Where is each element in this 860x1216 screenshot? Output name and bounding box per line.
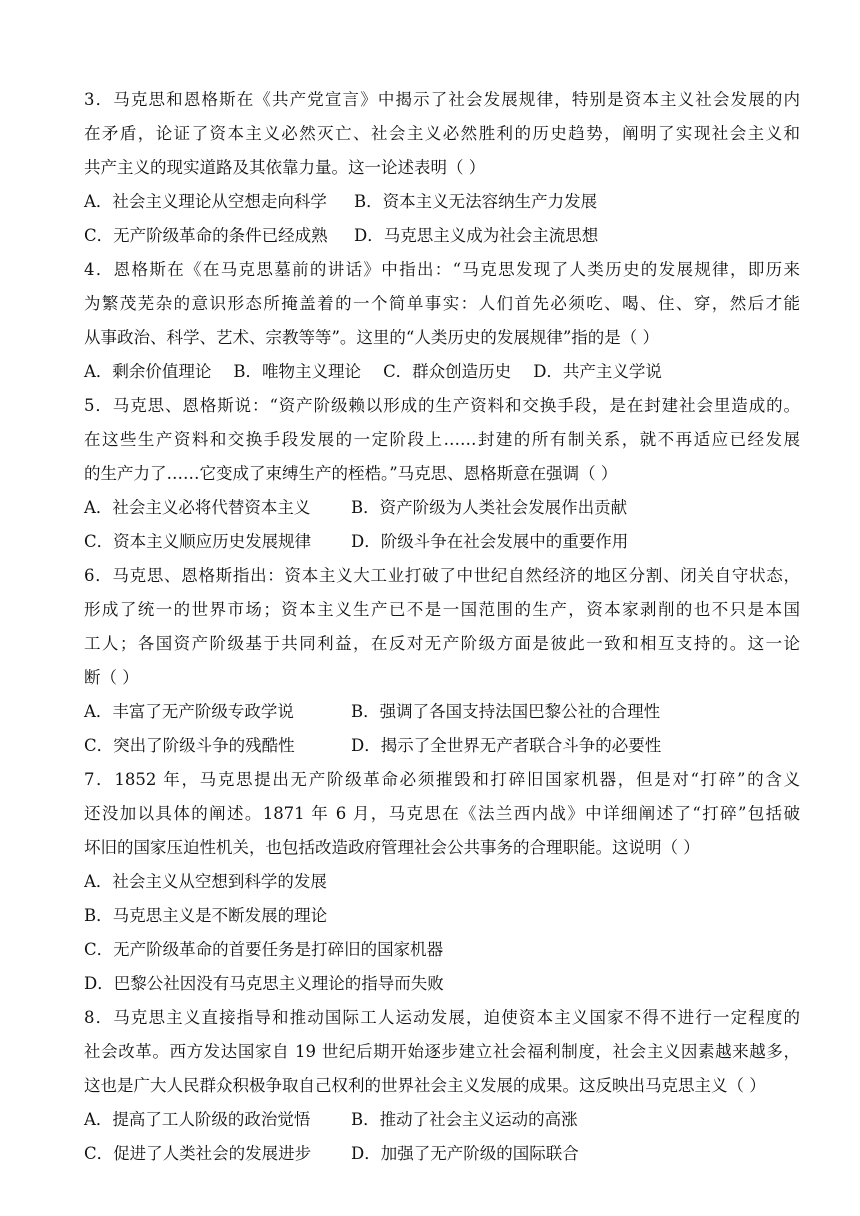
question-stem-line: 3．马克思和恩格斯在《共产党宣言》中揭示了社会发展规律，特别是资本主义社会发展的内 [84,90,800,109]
option-c[interactable]: C．群众创造历史 [383,362,512,381]
question-stem-line: 8．马克思主义直接指导和推动国际工人运动发展，迫使资本主义国家不得不进行一定程度的 [84,1008,800,1027]
options-row [84,185,800,219]
question-6 [84,559,800,763]
option-a[interactable]: A．剩余价值理论 [84,362,212,381]
options-row [84,491,800,525]
option-b[interactable]: B．唯物主义理论 [233,362,362,381]
option-b[interactable]: B．马克思主义是不断发展的理论 [84,906,328,925]
option-d[interactable]: D．阶级斗争在社会发展中的重要作用 [351,532,629,551]
question-stem-line: 的生产力了……它变成了束缚生产的桎梏。”马克思、恩格斯意在强调（ ） [84,464,618,483]
question-4 [84,253,800,389]
option-d[interactable]: D．揭示了全世界无产者联合斗争的必要性 [351,736,662,755]
option-c[interactable]: C．突出了阶级斗争的残酷性 [84,736,295,755]
question-stem-line: 4．恩格斯在《在马克思墓前的讲话》中指出：“马克思发现了人类历史的发展规律，即历来 [84,260,800,279]
question-7 [84,763,800,1001]
option-a[interactable]: A．社会主义从空想到科学的发展 [84,872,327,891]
question-stem-line: 社会改革。西方发达国家自 19 世纪后期开始逐步建立社会福利制度，社会主义因素越来越多， [84,1042,800,1061]
option-c[interactable]: C．无产阶级革命的首要任务是打碎旧的国家机器 [84,940,444,959]
question-stem-line: 为繁茂芜杂的意识形态所掩盖着的一个简单事实：人们首先必须吃、喝、住、穿，然后才能 [84,294,800,313]
option-a[interactable]: A．丰富了无产阶级专政学说 [84,702,294,721]
options-row [84,1137,800,1171]
question-stem-line: 工人；各国资产阶级基于共同利益，在反对无产阶级方面是彼此一致和相互支持的。这一论 [84,634,800,653]
question-5 [84,389,800,559]
question-stem-line: 5．马克思、恩格斯说：“资产阶级赖以形成的生产资料和交换手段，是在封建社会里造成的。 [84,396,800,415]
option-c[interactable]: C．促进了人类社会的发展进步 [84,1144,312,1163]
question-stem-line: 还没加以具体的阐述。1871 年 6 月，马克思在《法兰西内战》中详细阐述了“打碎”包括破 [84,804,800,823]
options-row [84,355,800,389]
question-8 [84,1001,800,1171]
option-c[interactable]: C．资本主义顺应历史发展规律 [84,532,312,551]
options-row [84,219,800,253]
question-stem-line: 形成了统一的世界市场；资本主义生产已不是一国范围的生产，资本家剥削的也不只是本国 [84,600,800,619]
question-stem-line: 断（ ） [84,668,139,687]
option-c[interactable]: C．无产阶级革命的条件已经成熟 [84,226,328,245]
options-row [84,1103,800,1137]
options-row [84,525,800,559]
option-b[interactable]: B．推动了社会主义运动的高涨 [351,1110,578,1129]
options-row [84,695,800,729]
option-d[interactable]: D．马克思主义成为社会主流思想 [354,226,599,245]
option-b[interactable]: B．资产阶级为人类社会发展作出贡献 [351,498,628,517]
question-stem-line: 7．1852 年，马克思提出无产阶级革命必须摧毁和打碎旧国家机器，但是对“打碎”的含义 [84,770,800,789]
option-d[interactable]: D．巴黎公社因没有马克思主义理论的指导而失败 [84,974,444,993]
question-stem-line: 从事政治、科学、艺术、宗教等等”。这里的“人类历史的发展规律”指的是（ ） [84,328,660,347]
question-stem-line: 共产主义的现实道路及其依靠力量。这一论述表明（ ） [84,158,486,177]
option-a[interactable]: A．社会主义必将代替资本主义 [84,498,311,517]
question-stem-line: 这也是广大人民群众积极争取自己权利的世界社会主义发展的成果。这反映出马克思主义（ ） [84,1076,766,1095]
question-stem-line: 6．马克思、恩格斯指出：资本主义大工业打破了中世纪自然经济的地区分割、闭关自守状态， [84,566,800,585]
option-d[interactable]: D．共产主义学说 [533,362,662,381]
options-row [84,729,800,763]
option-a[interactable]: A．社会主义理论从空想走向科学 [84,192,327,211]
option-b[interactable]: B．资本主义无法容纳生产力发展 [354,192,598,211]
option-a[interactable]: A．提高了工人阶级的政治觉悟 [84,1110,311,1129]
question-stem-line: 在矛盾，论证了资本主义必然灭亡、社会主义必然胜利的历史趋势，阐明了实现社会主义和 [84,124,800,143]
option-b[interactable]: B．强调了各国支持法国巴黎公社的合理性 [351,702,661,721]
question-3 [84,83,800,253]
question-stem-line: 坏旧的国家压迫性机关，也包括改造政府管理社会公共事务的合理职能。这说明（ ） [84,838,700,857]
question-stem-line: 在这些生产资料和交换手段发展的一定阶段上……封建的所有制关系，就不再适应已经发展 [84,430,800,449]
option-d[interactable]: D．加强了无产阶级的国际联合 [351,1144,579,1163]
